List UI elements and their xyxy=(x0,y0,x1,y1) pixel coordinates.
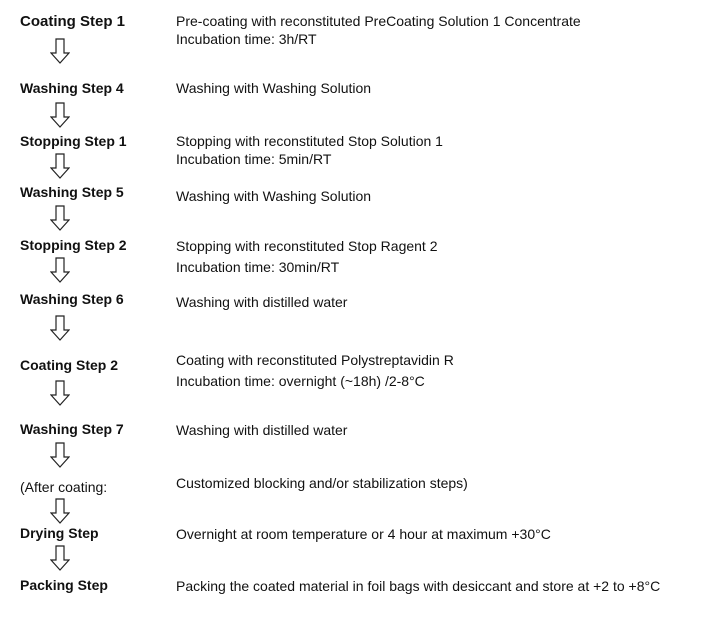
step-desc-washing-4: Washing with Washing Solution xyxy=(176,80,372,96)
step-label-stopping-2: Stopping Step 2 xyxy=(20,237,127,253)
step-desc-washing-7: Washing with distilled water xyxy=(176,422,348,438)
step-desc-packing: Packing the coated material in foil bags with desiccant and store at +2 to +8°C xyxy=(176,578,661,594)
step-desc-after-coating: Customized blocking and/or stabilization steps) xyxy=(176,475,468,491)
step-desc-coating-1-line2: Incubation time: 3h/RT xyxy=(176,31,317,47)
step-label-washing-5: Washing Step 5 xyxy=(20,184,124,200)
step-desc-drying: Overnight at room temperature or 4 hour at maximum +30°C xyxy=(176,526,551,542)
step-label-washing-4: Washing Step 4 xyxy=(20,80,124,96)
down-arrow-icon xyxy=(50,498,70,524)
step-label-drying: Drying Step xyxy=(20,525,99,541)
step-label-stopping-1: Stopping Step 1 xyxy=(20,133,127,149)
step-label-coating-2: Coating Step 2 xyxy=(20,357,119,373)
step-label-washing-6: Washing Step 6 xyxy=(20,291,124,307)
down-arrow-icon xyxy=(50,38,70,64)
step-desc-coating-2-line2: Incubation time: overnight (~18h) /2-8°C xyxy=(176,373,425,389)
down-arrow-icon xyxy=(50,315,70,341)
down-arrow-icon xyxy=(50,205,70,231)
step-desc-stopping-2-line2: Incubation time: 30min/RT xyxy=(176,259,340,275)
step-label-washing-7: Washing Step 7 xyxy=(20,421,124,437)
step-desc-coating-2-line1: Coating with reconstituted Polystreptavidin R xyxy=(176,352,454,368)
down-arrow-icon xyxy=(50,257,70,283)
step-label-after-coating: (After coating: xyxy=(20,479,108,495)
down-arrow-icon xyxy=(50,102,70,128)
step-desc-stopping-1-line2: Incubation time: 5min/RT xyxy=(176,151,332,167)
down-arrow-icon xyxy=(50,442,70,468)
step-desc-washing-6: Washing with distilled water xyxy=(176,294,348,310)
step-desc-stopping-2-line1: Stopping with reconstituted Stop Ragent 2 xyxy=(176,238,438,254)
step-desc-coating-1-line1: Pre-coating with reconstituted PreCoating Solution 1 Concentrate xyxy=(176,13,581,29)
down-arrow-icon xyxy=(50,153,70,179)
step-desc-washing-5: Washing with Washing Solution xyxy=(176,188,372,204)
down-arrow-icon xyxy=(50,380,70,406)
step-label-coating-1: Coating Step 1 xyxy=(20,13,126,30)
step-label-packing: Packing Step xyxy=(20,577,108,593)
down-arrow-icon xyxy=(50,545,70,571)
step-desc-stopping-1-line1: Stopping with reconstituted Stop Solution 1 xyxy=(176,133,443,149)
